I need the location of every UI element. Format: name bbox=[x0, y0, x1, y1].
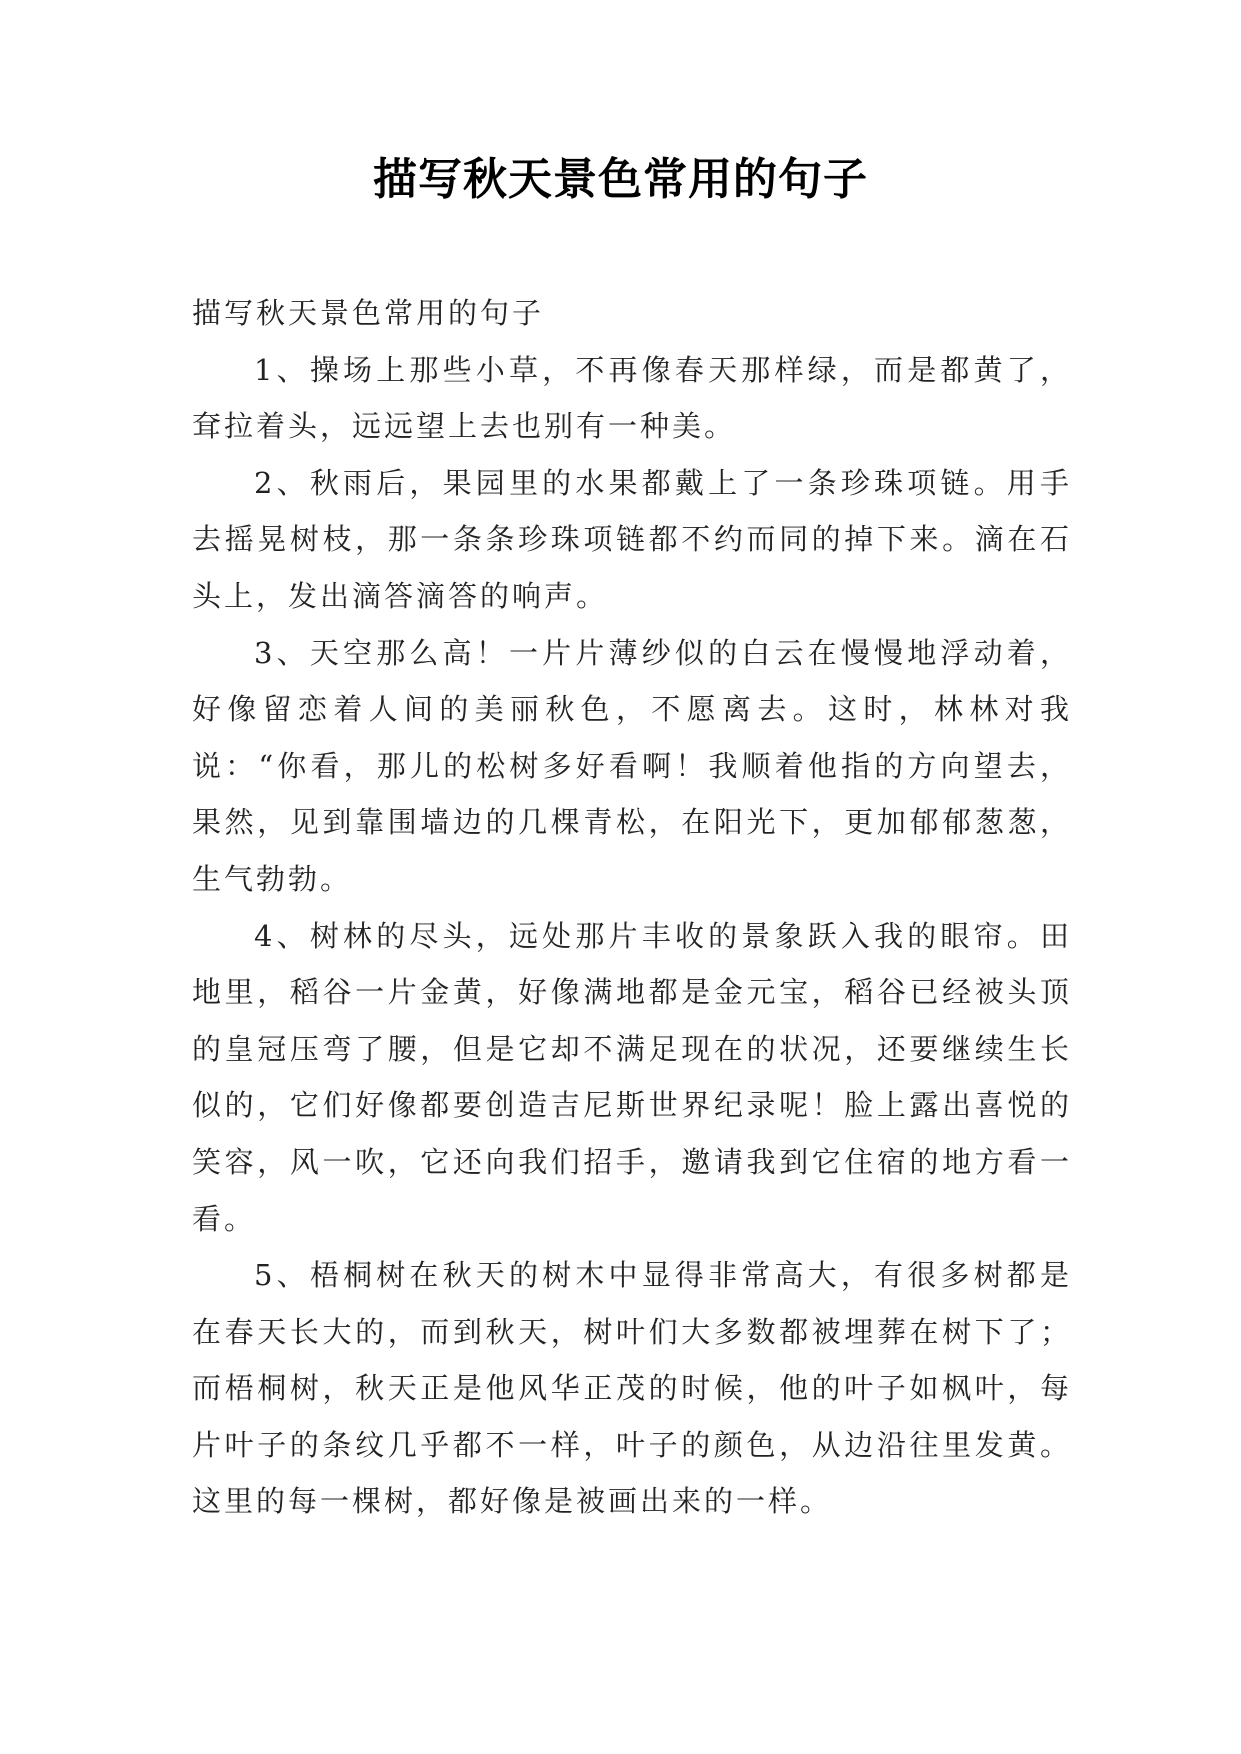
document-title: 描写秋天景色常用的句子 bbox=[373, 154, 868, 205]
paragraph-2: 2、秋雨后，果园里的水果都戴上了一条珍珠项链。用手去摇晃树枝，那一条条珍珠项链都不约而同的掉下来。滴在石头上，发出滴答滴答的响声。 bbox=[192, 465, 1072, 613]
paragraph-3: 3、天空那么高！一片片薄纱似的白云在慢慢地浮动着，好像留恋着人间的美丽秋色，不愿离去。这时，林林对我说：“你看，那儿的松树多好看啊！我顺着他指的方向望去，果然，见到靠围墙边的几棵青松，在阳光下，更加郁郁葱葱，生气勃勃。 bbox=[192, 635, 1072, 896]
paragraph-5: 5、梧桐树在秋天的树木中显得非常高大，有很多树都是在春天长大的，而到秋天，树叶们大多数都被埋葬在树下了；而梧桐树，秋天正是他风华正茂的时候，他的叶子如枫叶，每片叶子的条纹几乎都不一样，叶子的颜色，从边沿往里发黄。这里的每一棵树，都好像是被画出来的一样。 bbox=[192, 1258, 1072, 1519]
paragraph-4: 4、树林的尽头，远处那片丰收的景象跃入我的眼帘。田地里，稻谷一片金黄，好像满地都是金元宝，稻谷已经被头顶的皇冠压弯了腰，但是它却不满足现在的状况，还要继续生长似的，它们好像都要创造吉尼斯世界纪录呢！脸上露出喜悦的笑容，风一吹，它还向我们招手，邀请我到它住宿的地方看一看。 bbox=[192, 918, 1072, 1236]
document-subtitle: 描写秋天景色常用的句子 bbox=[192, 296, 545, 330]
document-body bbox=[192, 285, 1072, 1530]
paragraph-1: 1、操场上那些小草，不再像春天那样绿，而是都黄了，耷拉着头，远远望上去也别有一种美。 bbox=[192, 352, 1072, 444]
